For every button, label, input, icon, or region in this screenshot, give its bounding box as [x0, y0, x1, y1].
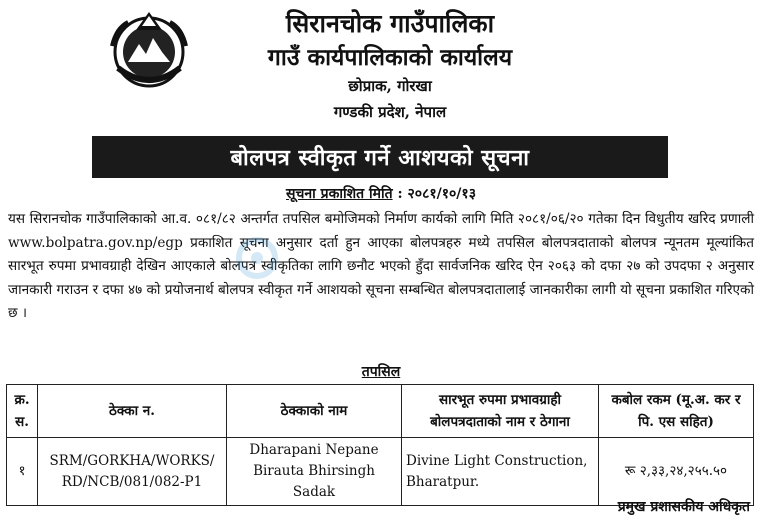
cell-amount: रू २,३३,२४,२५५.५०	[599, 438, 754, 506]
municipality-name: सिरानचोक गाउँपालिका	[285, 9, 495, 38]
province-country: गण्डकी प्रदेश, नेपाल	[333, 103, 447, 121]
notice-title: बोलपत्र स्वीकृत गर्ने आशयको सूचना	[92, 136, 668, 178]
tender-table	[6, 384, 754, 506]
office-header	[0, 0, 762, 122]
cell-contract-no: SRM/GORKHA/WORKS/ RD/NCB/081/082-P1	[38, 438, 227, 506]
table-header-row	[7, 385, 754, 438]
col-amount-header: कबोल रकम (मू.अ. कर र पि. एस सहित)	[599, 385, 754, 438]
col-serial-header: क्र. स.	[7, 385, 38, 438]
publication-date	[0, 184, 762, 203]
nepal-government-emblem-icon	[106, 6, 192, 92]
notice-body: यस सिरानचोक गाउँपालिकाको आ.व. ०८१/८२ अन्तर्गत तपसिल बमोजिमको निर्माण कार्यको लागि मिति २०८१/०६/२० गतेका दिन विधुतीय खरिद प्रणाली www.bolpatra.gov.np/egp प्रकाशित सूचना अनुसार दर्ता हुन आएका बोलपत्रहरु मध्ये तपसिल बोलपत्रदाताको बोलपत्र न्यूनतम मूल्यांकित सारभूत रुपमा प्रभावग्राही देखिन आएकाले बोलपत्र स्वीकृतिका लागि छनौट भएको हुँदा सार्वजनिक खरिद ऐन २०६३ को दफा २७ को उपदफा २ अनुसार जानकारी गराउन र दफा ४७ को प्रयोजनार्थ बोलपत्र स्वीकृत गर्ने आशयको सूचना सम्बन्धित बोलपत्रदातालाई जानकारीका लागी यो सूचना प्रकाशित गरिएको छ ।	[8, 211, 755, 321]
schedule-title: तपसिल	[361, 364, 401, 380]
table-row	[7, 438, 754, 506]
col-contract-name-header: ठेक्काको नाम	[227, 385, 402, 438]
col-bidder-header: सारभूत रुपमा प्रभावग्राही बोलपत्रदाताको नाम र ठेगाना	[402, 385, 599, 438]
cell-contract-name: Dharapani Nepane Birauta Bhirsingh Sadak	[227, 438, 402, 506]
signatory-title: प्रमुख प्रशासकीय अधिकृत	[617, 499, 750, 515]
publication-date-label: सूचना प्रकाशित मिति	[286, 186, 393, 202]
col-contract-no-header: ठेक्का न.	[38, 385, 227, 438]
publication-date-value: : २०८१/१०/१३	[397, 186, 476, 202]
cell-bidder: Divine Light Construction, Bharatpur.	[402, 438, 599, 506]
office-location: छोप्राक, गोरखा	[348, 77, 432, 95]
cell-serial: १	[7, 438, 38, 506]
office-name: गाउँ कार्यपालिकाको कार्यालय	[267, 44, 513, 71]
